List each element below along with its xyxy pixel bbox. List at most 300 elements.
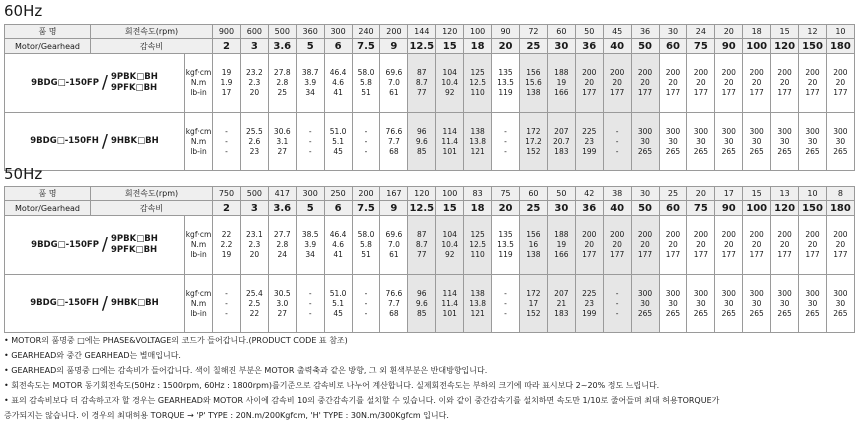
torque-value: 30.6 — [273, 126, 291, 136]
torque-cell — [464, 54, 492, 113]
torque-cell — [659, 275, 687, 333]
ratio-label: 감속비 — [91, 201, 213, 216]
torque-cell — [771, 275, 799, 333]
speed-cell: 24 — [687, 25, 715, 39]
torque-value: 20 — [779, 240, 790, 249]
torque-cell — [408, 275, 436, 333]
speed-cell: 42 — [575, 187, 603, 201]
torque-value: 121 — [470, 308, 485, 318]
speed-cell: 15 — [771, 25, 799, 39]
torque-cell — [715, 216, 743, 275]
torque-value: 300 — [665, 288, 681, 298]
torque-value: 34 — [305, 250, 315, 259]
torque-value: 19 — [221, 250, 232, 259]
torque-value: 20 — [724, 240, 734, 249]
torque-value: 188 — [554, 68, 569, 77]
torque-value: 5.8 — [360, 78, 372, 87]
torque-value: 23.1 — [246, 230, 263, 239]
torque-value: 177 — [749, 250, 764, 259]
torque-value: 51.0 — [329, 126, 347, 136]
torque-value: 76.6 — [385, 126, 403, 136]
torque-cell — [352, 275, 380, 333]
torque-value: 200 — [721, 230, 736, 239]
speed-cell: 500 — [240, 187, 268, 201]
speed-cell: 72 — [519, 25, 547, 39]
torque-value: 61 — [389, 88, 399, 97]
torque-value: 300 — [777, 126, 792, 136]
torque-cell — [771, 216, 799, 275]
model-cell — [5, 216, 185, 275]
torque-cell — [771, 113, 799, 171]
speed-cell: 100 — [436, 187, 464, 201]
ratio-cell: 7.5 — [352, 201, 380, 216]
torque-value: - — [615, 288, 619, 298]
torque-cell — [826, 216, 854, 275]
speed-cell: 50 — [547, 187, 575, 201]
speed-cell: 360 — [296, 25, 324, 39]
ratio-cell: 25 — [519, 39, 547, 54]
torque-value: 265 — [721, 146, 736, 156]
torque-row — [5, 54, 855, 113]
torque-value: 177 — [777, 250, 792, 259]
torque-cell — [380, 275, 408, 333]
ratio-cell: 12.5 — [409, 40, 435, 52]
speed-cell: 200 — [380, 25, 408, 39]
model-wrap — [5, 292, 184, 314]
torque-cell — [603, 275, 631, 333]
torque-value: 114 — [442, 126, 457, 136]
torque-table — [4, 186, 855, 333]
torque-value: 11.4 — [441, 136, 459, 146]
torque-cell — [687, 216, 715, 275]
torque-value: 51 — [361, 88, 371, 97]
torque-cell — [743, 54, 771, 113]
torque-value: 69.6 — [385, 68, 403, 77]
ratio-cell: 90 — [715, 201, 743, 216]
torque-value: 152 — [526, 146, 541, 156]
torque-value: 20 — [835, 240, 846, 249]
torque-value: 76.6 — [385, 288, 403, 298]
torque-cell — [240, 113, 268, 171]
ratio-cell: 150 — [799, 201, 827, 216]
torque-value: - — [308, 146, 312, 156]
torque-value: 30 — [640, 136, 650, 146]
torque-value: 177 — [609, 250, 625, 259]
torque-cell — [799, 216, 827, 275]
torque-cell — [519, 216, 547, 275]
torque-value: 135 — [498, 230, 513, 239]
torque-cell — [799, 54, 827, 113]
torque-value: 20 — [807, 78, 818, 87]
speed-cell: 18 — [743, 25, 771, 39]
torque-value: 4.6 — [332, 78, 345, 87]
ratio-cell: 120 — [771, 201, 799, 216]
motor-name: 9BDG□-150FP — [31, 239, 99, 250]
speed-cell: 144 — [408, 25, 436, 39]
torque-value: 300 — [749, 288, 764, 298]
speed-cell: 240 — [352, 25, 380, 39]
torque-cell — [743, 216, 771, 275]
torque-value: - — [504, 288, 507, 298]
units-cell — [185, 275, 213, 333]
torque-cell — [687, 54, 715, 113]
unit-label: kgf·cm — [185, 126, 212, 136]
torque-value: 200 — [609, 230, 625, 239]
torque-value: - — [308, 308, 312, 318]
torque-value: 5.1 — [332, 136, 345, 146]
torque-value: 265 — [777, 308, 792, 318]
torque-value: 300 — [721, 126, 736, 136]
torque-value: 11.4 — [441, 298, 459, 308]
torque-value: 265 — [693, 146, 709, 156]
units-cell — [185, 113, 213, 171]
torque-cell — [715, 113, 743, 171]
torque-value: 20 — [668, 240, 678, 249]
torque-value: 200 — [805, 68, 820, 77]
speed-cell: 36 — [631, 25, 659, 39]
notes-block — [4, 333, 854, 423]
speed-cell: 30 — [659, 25, 687, 39]
ratio-cell: 180 — [826, 39, 854, 54]
torque-cell — [492, 275, 520, 333]
model-label: 품 명 — [5, 187, 91, 201]
torque-value: - — [225, 146, 228, 156]
torque-value: - — [504, 298, 507, 308]
torque-value: 225 — [582, 288, 597, 298]
torque-cell — [296, 216, 324, 275]
torque-value: 199 — [582, 308, 597, 318]
torque-value: 10.4 — [441, 78, 459, 87]
torque-value: 17 — [528, 298, 539, 308]
torque-cell — [826, 275, 854, 333]
gearhead-names — [111, 136, 159, 147]
ratio-cell: 25 — [519, 201, 547, 216]
torque-value: 19 — [221, 68, 232, 77]
torque-value: - — [308, 298, 312, 308]
torque-value: 51 — [361, 250, 371, 259]
torque-value: 300 — [721, 288, 736, 298]
torque-value: 177 — [833, 250, 848, 259]
torque-value: 30 — [696, 136, 706, 146]
torque-cell — [408, 216, 436, 275]
torque-value: 20 — [640, 240, 650, 249]
torque-cell — [547, 216, 575, 275]
torque-value: 200 — [721, 68, 736, 77]
torque-value: 265 — [665, 308, 681, 318]
speed-cell: 12 — [799, 25, 827, 39]
torque-cell — [547, 54, 575, 113]
torque-value: - — [615, 136, 619, 146]
torque-value: 177 — [805, 88, 820, 97]
torque-value: - — [615, 146, 619, 156]
torque-value: 12.5 — [469, 78, 486, 87]
torque-cell — [771, 54, 799, 113]
torque-cell — [631, 113, 659, 171]
unit-label: lb-in — [190, 250, 207, 259]
torque-value: 22 — [249, 308, 260, 318]
torque-row — [5, 113, 855, 171]
torque-value: 9.6 — [415, 298, 428, 308]
torque-value: - — [225, 298, 228, 308]
torque-cell — [408, 113, 436, 171]
torque-value: 300 — [749, 126, 764, 136]
torque-value: 34 — [305, 88, 315, 97]
torque-value: 207 — [554, 126, 569, 136]
ratio-cell: 3 — [240, 201, 268, 216]
torque-value: 87 — [417, 68, 427, 77]
ratio-cell: 15 — [436, 39, 464, 54]
torque-value: 300 — [777, 288, 792, 298]
torque-cell — [324, 113, 352, 171]
torque-value: 41 — [333, 250, 343, 259]
torque-value: 7.0 — [387, 78, 400, 87]
torque-value: 300 — [805, 126, 820, 136]
torque-value: 30 — [724, 136, 734, 146]
torque-cell — [213, 275, 241, 333]
torque-value: 13.8 — [469, 136, 486, 146]
torque-cell — [268, 54, 296, 113]
torque-value: 177 — [637, 88, 653, 97]
torque-cell — [799, 113, 827, 171]
torque-cell — [464, 216, 492, 275]
torque-value: 30 — [668, 136, 678, 146]
torque-value: 92 — [444, 88, 455, 97]
torque-value: 23 — [584, 298, 595, 308]
torque-value: 138 — [470, 288, 485, 298]
ratio-cell: 180 — [826, 201, 854, 216]
torque-value: 177 — [833, 88, 848, 97]
torque-value: 30 — [779, 136, 790, 146]
torque-value: - — [504, 308, 507, 318]
torque-cell — [799, 275, 827, 333]
torque-value: 30 — [696, 298, 706, 308]
torque-value: 207 — [554, 288, 569, 298]
torque-cell — [436, 275, 464, 333]
torque-value: 7.7 — [387, 298, 400, 308]
torque-value: 20 — [696, 78, 706, 87]
gearhead-name: 9PFK□BH — [111, 245, 158, 255]
speed-cell: 13 — [771, 187, 799, 201]
ratio-cell: 6 — [324, 39, 352, 54]
torque-cell — [408, 54, 436, 113]
torque-value: 61 — [389, 250, 399, 259]
torque-value: 77 — [417, 88, 427, 97]
torque-value: - — [308, 136, 312, 146]
speed-cell: 20 — [715, 25, 743, 39]
torque-value: 17 — [221, 88, 232, 97]
torque-value: 200 — [749, 230, 764, 239]
speed-cell: 25 — [659, 187, 687, 201]
torque-value: 58.0 — [357, 68, 375, 77]
torque-value: - — [364, 288, 368, 298]
gearhead-names — [111, 72, 158, 94]
torque-value: 200 — [637, 230, 653, 239]
ratio-cell: 50 — [631, 39, 659, 54]
torque-value: 19 — [556, 78, 567, 87]
torque-value: 3.9 — [304, 78, 317, 87]
torque-value: - — [225, 308, 228, 318]
speed-cell: 500 — [268, 25, 296, 39]
torque-value: 30 — [640, 298, 650, 308]
speed-cell: 45 — [603, 25, 631, 39]
model-wrap — [5, 72, 184, 94]
torque-cell — [631, 275, 659, 333]
units-cell — [185, 54, 213, 113]
torque-value: 24 — [277, 250, 288, 259]
divider-slash: / — [101, 234, 108, 255]
ratio-cell: 2 — [213, 201, 241, 216]
torque-cell — [547, 275, 575, 333]
speed-cell: 250 — [324, 187, 352, 201]
torque-value: 177 — [693, 88, 709, 97]
torque-cell — [240, 275, 268, 333]
torque-value: 30 — [751, 298, 762, 308]
torque-value: 96 — [417, 126, 427, 136]
torque-value: 177 — [665, 88, 681, 97]
torque-value: - — [364, 308, 368, 318]
torque-value: 300 — [805, 288, 820, 298]
torque-value: 46.4 — [329, 68, 347, 77]
ratio-cell: 15 — [436, 201, 464, 216]
speed-cell: 30 — [631, 187, 659, 201]
torque-value: 20 — [751, 78, 762, 87]
torque-value: 25 — [277, 88, 288, 97]
torque-value: 30 — [724, 298, 734, 308]
torque-value: - — [504, 146, 507, 156]
torque-value: 17.2 — [525, 136, 542, 146]
torque-value: 30 — [835, 298, 846, 308]
torque-value: 13.5 — [497, 240, 514, 249]
speed-cell: 17 — [715, 187, 743, 201]
torque-value: 27.7 — [273, 230, 291, 239]
torque-value: 200 — [833, 230, 848, 239]
torque-value: - — [504, 126, 507, 136]
torque-row — [5, 216, 855, 275]
speed-cell: 900 — [213, 25, 241, 39]
torque-value: 20 — [807, 240, 818, 249]
gearhead-name: 9HBK□BH — [111, 136, 159, 146]
torque-value: 16 — [528, 240, 539, 249]
ratio-cell: 7.5 — [352, 39, 380, 54]
torque-cell — [743, 275, 771, 333]
torque-value: 5.1 — [332, 298, 345, 308]
note-line: • 표의 감속비보다 더 감속하고자 할 경우는 GEARHEAD와 MOTOR 사이에 감속비 10의 중간감속기를 설치할 수 있습니다. 이와 같이 중간감속기를 설치하면 속도만 1/10로 줄어들며 최대 허용TORQUE가 — [4, 396, 720, 405]
torque-cell — [519, 54, 547, 113]
torque-cell — [352, 113, 380, 171]
torque-value: 20 — [249, 250, 260, 259]
torque-value: 27.8 — [273, 68, 291, 77]
ratio-label: 감속비 — [91, 39, 213, 54]
torque-value: 200 — [805, 230, 820, 239]
torque-cell — [519, 113, 547, 171]
ratio-cell: 5 — [296, 39, 324, 54]
unit-label: kgf·cm — [185, 68, 212, 77]
torque-value: - — [615, 298, 619, 308]
unit-label: N.m — [190, 78, 207, 87]
note-line: • 회전속도는 MOTOR 동기회전속도(50Hz : 1500rpm, 60Hz : 1800rpm)를기준으로 감속비로 나누어 계산합니다. 실제회전속도는 부하의 크기에 따라 표시보다 2~20% 정도 느립니다. — [4, 381, 660, 390]
torque-value: - — [364, 146, 368, 156]
torque-value: 138 — [526, 250, 541, 259]
torque-value: 177 — [582, 250, 597, 259]
torque-value: 68 — [389, 308, 399, 318]
torque-value: 265 — [833, 146, 848, 156]
torque-value: 125 — [470, 68, 485, 77]
torque-value: 45 — [333, 146, 343, 156]
ratio-cell: 100 — [743, 201, 771, 216]
torque-value: 200 — [777, 230, 792, 239]
torque-value: 200 — [609, 68, 625, 77]
torque-cell — [743, 113, 771, 171]
unit-label: lb-in — [190, 88, 207, 97]
torque-value: 265 — [721, 308, 736, 318]
torque-value: 58.0 — [357, 230, 375, 239]
torque-value: 46.4 — [329, 230, 347, 239]
torque-value: 20 — [835, 78, 846, 87]
torque-value: 8.7 — [415, 240, 428, 249]
ratio-cell: 9 — [380, 39, 408, 54]
torque-value: 114 — [442, 288, 457, 298]
torque-value: 30 — [807, 136, 818, 146]
ratio-cell: 3 — [240, 39, 268, 54]
torque-value: 21 — [556, 298, 567, 308]
torque-value: 2.6 — [248, 136, 261, 146]
torque-value: 2.3 — [248, 78, 261, 87]
torque-cell — [659, 113, 687, 171]
torque-value: 30 — [751, 136, 762, 146]
torque-value: 20 — [584, 78, 595, 87]
unit-label: N.m — [190, 298, 207, 308]
torque-value: 183 — [554, 146, 569, 156]
torque-value: 25.4 — [246, 288, 263, 298]
torque-table — [4, 24, 855, 171]
speed-cell: 10 — [826, 25, 854, 39]
ratio-cell: 120 — [771, 39, 799, 54]
torque-value: 152 — [526, 308, 541, 318]
torque-value: 69.6 — [385, 230, 403, 239]
speed-cell: 167 — [380, 187, 408, 201]
note-line: • GEARHEAD의 품명중 □에는 감속비가 들어갑니다. 색이 칠해진 부분은 MOTOR 출력축과 같은 방향, 그 외 흰색부분은 반대방향입니다. — [4, 366, 488, 375]
torque-value: 300 — [665, 126, 681, 136]
header-row-ratio — [5, 201, 855, 216]
speed-cell: 10 — [799, 187, 827, 201]
torque-value: 2.2 — [220, 240, 233, 249]
torque-cell — [380, 216, 408, 275]
motor-name: 9BDG□-150FH — [30, 298, 99, 308]
torque-value: 22 — [221, 230, 232, 239]
torque-value: 20 — [584, 240, 595, 249]
torque-value: 27 — [277, 146, 288, 156]
torque-value: 101 — [442, 308, 457, 318]
ratio-cell: 40 — [603, 39, 631, 54]
ratio-cell: 12.5 — [409, 202, 435, 214]
divider-slash: / — [101, 72, 108, 93]
torque-value: 200 — [693, 230, 709, 239]
header-row-ratio — [5, 39, 855, 54]
ratio-cell: 100 — [743, 39, 771, 54]
torque-value: 85 — [417, 146, 427, 156]
torque-cell — [352, 216, 380, 275]
speed-cell: 300 — [296, 187, 324, 201]
note-line: • MOTOR의 품명중 □에는 PHASE&VOLTAGE의 코드가 들어갑니다.(PRODUCT CODE 표 참조) — [4, 336, 348, 345]
speed-cell: 300 — [324, 25, 352, 39]
torque-value: 23 — [584, 136, 595, 146]
speed-cell: 200 — [352, 187, 380, 201]
torque-cell — [687, 275, 715, 333]
torque-value: 172 — [526, 288, 541, 298]
torque-value: 138 — [470, 126, 485, 136]
torque-value: 110 — [470, 250, 485, 259]
torque-cell — [436, 54, 464, 113]
